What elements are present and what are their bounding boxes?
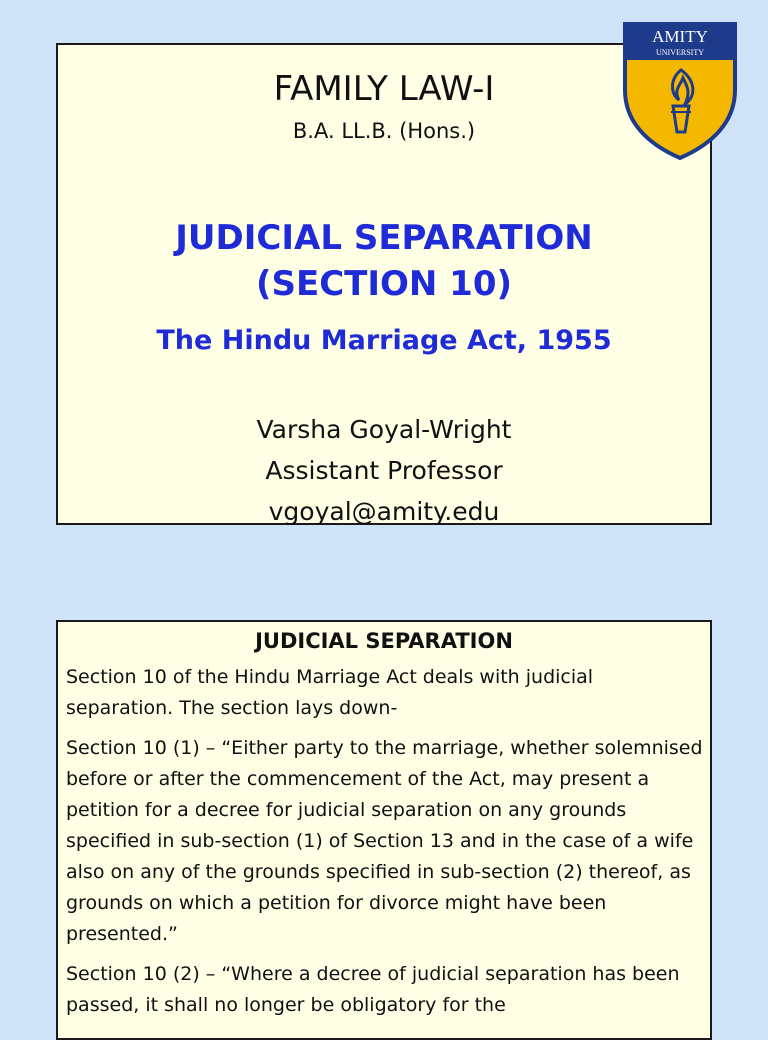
amity-university-logo <box>621 20 739 160</box>
logo-text-line1: AMITY <box>652 27 708 46</box>
title-slide <box>56 43 712 525</box>
course-subtitle: B.A. LL.B. (Hons.) <box>292 119 476 143</box>
logo-text-line2: UNIVERSITY <box>656 48 704 57</box>
author-role: Assistant Professor <box>265 456 503 485</box>
paragraph: Section 10 (1) – “Either party to the marriage, whether solemnised before or after the commencement of the Act, may present a petition for a decree for judicial separation on any grounds specified in sub-section (1) of Section 13 and in the case of a wife also on any of the grounds specified in sub-section (2) thereof, as grounds on which a petition for divorce might have been presented.” <box>66 737 703 945</box>
topic-title <box>58 215 710 307</box>
paragraph: Section 10 of the Hindu Marriage Act deals with judicial separation. The section lays down- <box>66 666 594 719</box>
topic-title-line1: JUDICIAL SEPARATION <box>175 218 593 258</box>
author-name: Varsha Goyal-Wright <box>256 415 512 444</box>
author-email: vgoyal@amity.edu <box>268 497 500 526</box>
act-title: The Hindu Marriage Act, 1955 <box>156 325 612 356</box>
paragraph: Section 10 (2) – “Where a decree of judicial separation has been passed, it shall no longer be obligatory for the <box>66 963 680 1016</box>
course-title: FAMILY LAW-I <box>273 69 495 109</box>
topic-title-line2: (SECTION 10) <box>255 264 513 304</box>
content-slide <box>56 620 712 1040</box>
section-heading: JUDICIAL SEPARATION <box>255 629 513 653</box>
section-body <box>66 662 706 1030</box>
author-block <box>58 409 710 532</box>
